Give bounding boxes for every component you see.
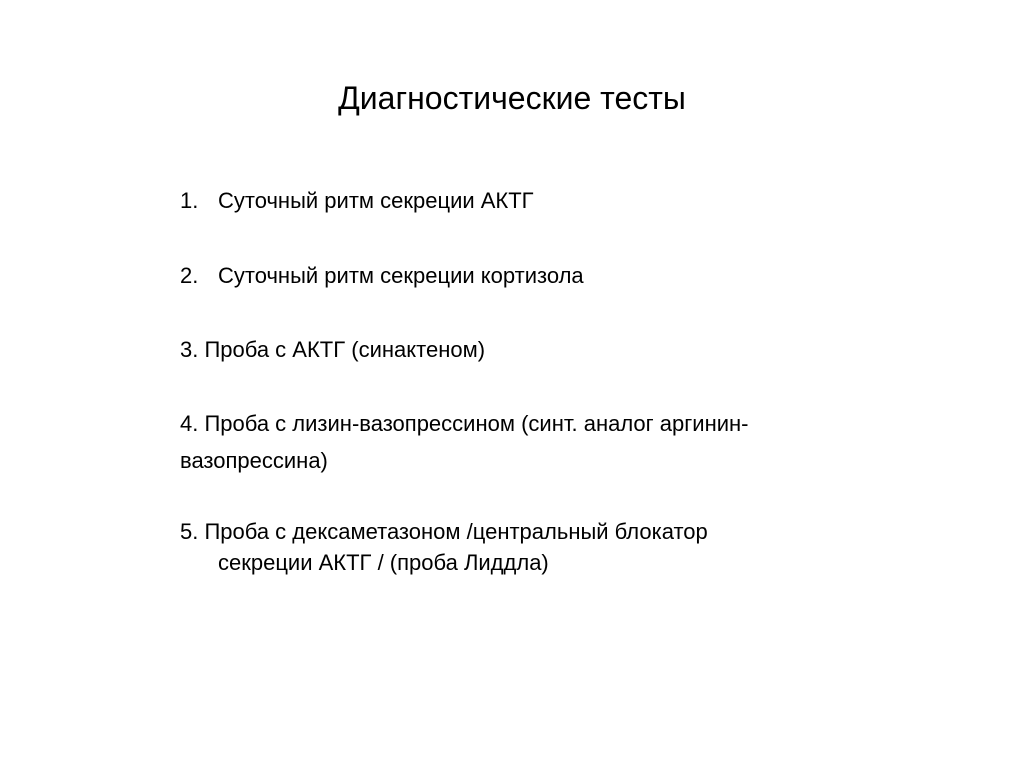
list-item-number: 2. [180, 263, 199, 288]
list-item-text: 3. Проба с АКТГ (синактеном) [180, 337, 486, 362]
list-item-text-line1: 4. Проба с лизин-вазопрессином (синт. аналог аргинин- [180, 411, 749, 436]
list-item-text-line2: секреции АКТГ / (проба Лиддла) [218, 550, 549, 575]
list-item-text: Суточный ритм секреции АКТГ [218, 188, 534, 213]
list-item-text: Суточный ритм секреции кортизола [218, 263, 584, 288]
list-item-number: 1. [180, 188, 199, 213]
list-item-text-line1: 5. Проба с дексаметазоном /центральный блокатор [180, 519, 708, 544]
slide-title: Диагностические тесты [338, 80, 686, 116]
list-item-text-line2: вазопрессина) [180, 448, 328, 473]
